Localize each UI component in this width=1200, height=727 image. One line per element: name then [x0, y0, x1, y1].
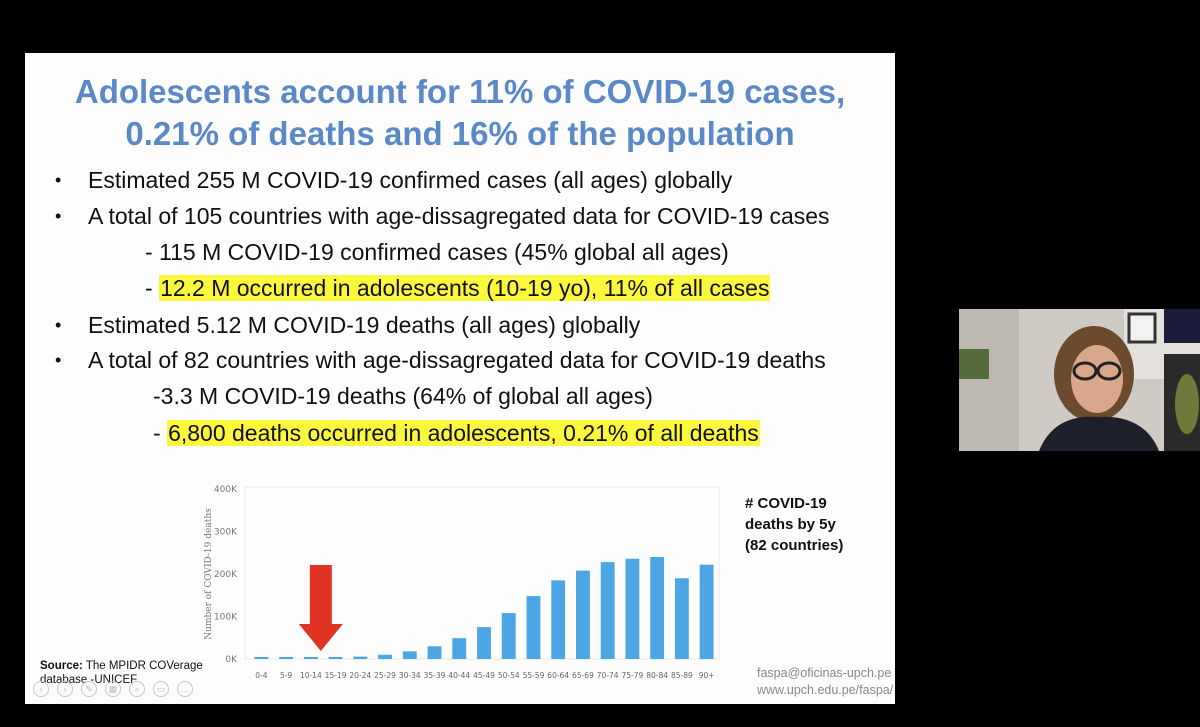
contact-email: faspa@oficinas-upch.pe	[757, 666, 892, 680]
bar	[452, 638, 466, 659]
bar	[304, 657, 318, 659]
previous-slide-icon[interactable]: ‹	[33, 681, 49, 697]
slide-title-line-2: 0.21% of deaths and 16% of the population	[125, 115, 795, 152]
bullet-text: A total of 82 countries with age-dissagregated data for COVID-19 deaths	[88, 347, 826, 373]
bar	[700, 565, 714, 659]
bar	[675, 578, 689, 659]
x-tick-label: 60-64	[547, 671, 570, 680]
bullet-item	[55, 201, 830, 233]
bar	[527, 596, 541, 659]
red-arrow-marker	[299, 565, 343, 651]
bar	[477, 627, 491, 659]
y-tick-label: 200K	[213, 570, 237, 580]
bar	[625, 559, 639, 659]
wall-frame	[1129, 314, 1155, 342]
next-slide-icon[interactable]: ›	[57, 681, 73, 697]
legend-line: deaths by 5y	[745, 516, 836, 533]
bar	[650, 557, 664, 659]
x-tick-label: 0-4	[255, 671, 268, 680]
legend-line: # COVID-19	[745, 495, 827, 512]
sub-item: - 115 M COVID-19 confirmed cases (45% global all ages)	[145, 239, 729, 265]
x-tick-label: 65-69	[572, 671, 594, 680]
bullet-item	[55, 345, 826, 377]
bullet-marker: •	[55, 170, 62, 190]
x-tick-label: 85-89	[670, 671, 693, 680]
bar	[353, 657, 367, 659]
bar	[279, 657, 293, 659]
x-tick-label: 20-24	[349, 671, 372, 680]
bullet-text: Estimated 255 M COVID-19 confirmed cases (all ages) globally	[88, 167, 733, 193]
plant	[1175, 374, 1199, 434]
source-text-2: database -UNICEF	[40, 674, 138, 686]
x-tick-label: 55-59	[522, 671, 545, 680]
sub-dash: -	[145, 275, 160, 301]
deaths-bar-chart	[197, 481, 727, 691]
contact-info	[757, 665, 893, 699]
y-tick-label: 400K	[213, 485, 237, 495]
y-tick-label: 0K	[225, 655, 237, 665]
source-label: Source:	[40, 660, 83, 672]
presentation-slide	[25, 53, 895, 704]
bar	[502, 613, 516, 659]
x-tick-label: 30-34	[398, 671, 421, 680]
sub-item	[153, 418, 760, 448]
bar	[329, 657, 343, 659]
x-tick-label: 45-49	[473, 671, 495, 680]
bar	[254, 657, 268, 659]
sub-dash: -	[153, 420, 168, 446]
sub-item	[145, 273, 770, 303]
y-axis-label: Number of COVID-19 deaths	[204, 508, 214, 640]
x-tick-label: 40-44	[448, 671, 471, 680]
contact-url: www.upch.edu.pe/faspa/	[757, 683, 894, 697]
legend-line: (82 countries)	[745, 537, 844, 554]
zoom-icon[interactable]: ⌕	[129, 681, 145, 697]
more-options-icon[interactable]: …	[177, 681, 193, 697]
x-tick-label: 25-29	[374, 671, 396, 680]
sub-item: -3.3 M COVID-19 deaths (64% of global all ages)	[153, 383, 653, 409]
bar	[378, 655, 392, 659]
y-tick-label: 100K	[213, 612, 237, 623]
presenter-video-frame	[959, 309, 1200, 451]
bullet-item	[55, 165, 732, 197]
bullet-marker: •	[55, 350, 62, 370]
wall-picture	[959, 349, 989, 379]
bar	[403, 651, 417, 659]
bullet-item	[55, 310, 640, 342]
bar	[576, 571, 590, 659]
bullet-text: A total of 105 countries with age-dissagregated data for COVID-19 cases	[88, 203, 830, 229]
x-tick-label: 80-84	[646, 671, 669, 680]
slide-title	[25, 71, 895, 155]
x-tick-label: 50-54	[497, 671, 520, 680]
webcam-video	[959, 309, 1200, 451]
highlighted-text: 12.2 M occurred in adolescents (10-19 yo), 11% of all cases	[160, 275, 770, 301]
x-tick-label: 35-39	[423, 671, 446, 680]
slides-grid-icon[interactable]: ▦	[105, 681, 121, 697]
highlighted-text: 6,800 deaths occurred in adolescents, 0.21% of all deaths	[168, 420, 759, 446]
source-text: The MPIDR COVerage	[82, 660, 203, 672]
chart-legend	[745, 493, 843, 556]
x-tick-label: 70-74	[596, 671, 619, 680]
bar	[428, 646, 442, 659]
bullet-marker: •	[55, 206, 62, 226]
slide-title-line-1: Adolescents account for 11% of COVID-19 cases,	[74, 73, 846, 110]
bullet-marker: •	[55, 315, 62, 335]
wall-frame	[1164, 309, 1200, 343]
slideshow-controls	[33, 681, 193, 699]
x-tick-label: 10-14	[299, 671, 322, 680]
y-tick-label: 300K	[213, 527, 237, 538]
bullet-text: Estimated 5.12 M COVID-19 deaths (all ages) globally	[88, 312, 641, 338]
x-tick-label: 90+	[698, 671, 715, 680]
bar	[551, 580, 565, 659]
wall-shadow	[959, 309, 1019, 451]
x-tick-label: 5-9	[279, 671, 293, 680]
x-tick-label: 75-79	[621, 671, 644, 680]
x-tick-label: 15-19	[324, 671, 347, 680]
pen-icon[interactable]: ✎	[81, 681, 97, 697]
bar	[601, 562, 615, 659]
subtitles-icon[interactable]: ▭	[153, 681, 169, 697]
